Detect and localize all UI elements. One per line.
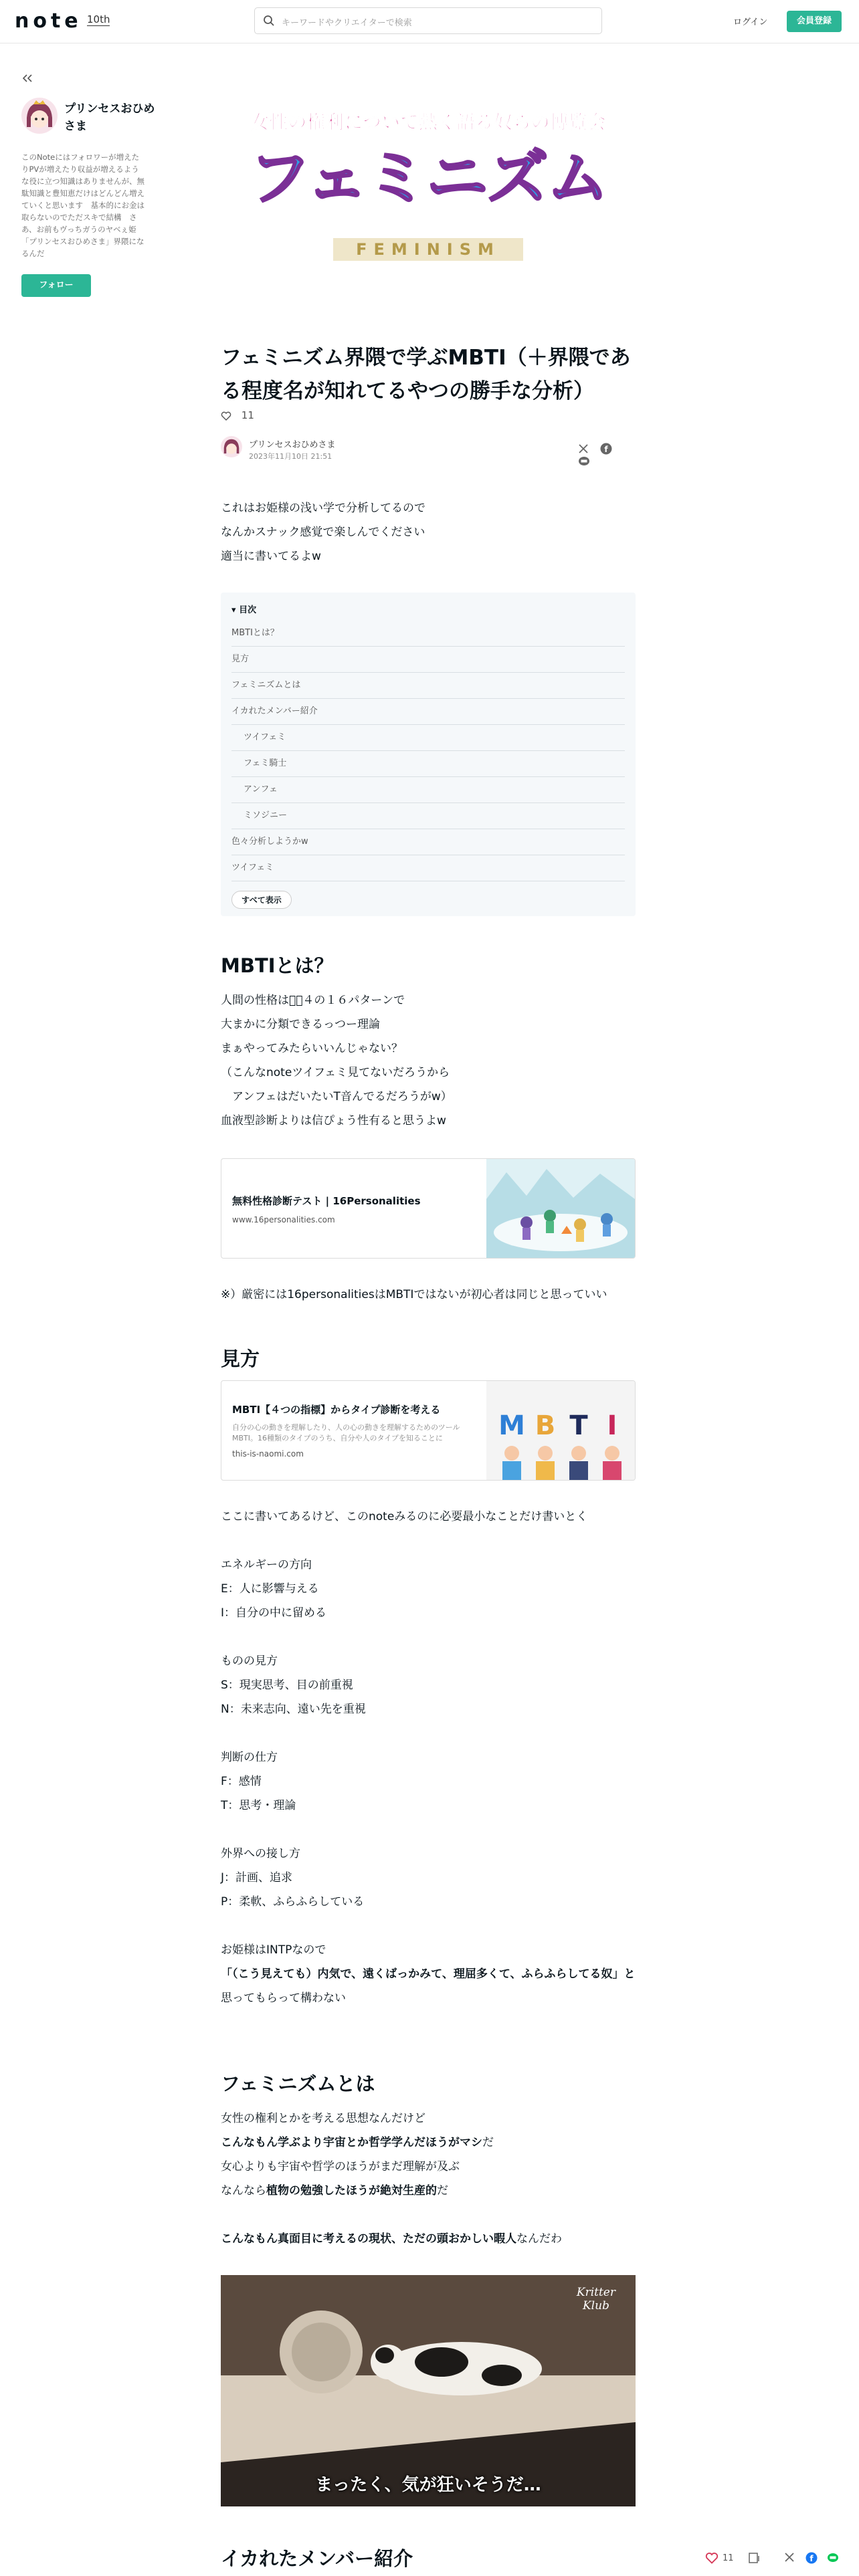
toc-heading[interactable] [231, 601, 625, 621]
text-line: 外界への接し方 [221, 1847, 300, 1860]
facebook-share-icon[interactable] [805, 2552, 818, 2564]
toc-item[interactable]: イカれたメンバー紹介 [231, 699, 625, 725]
toc-subitem[interactable]: ツイフェミ [231, 725, 625, 751]
text-line: エネルギーの方向 [221, 1558, 312, 1572]
thumb-letter-m: M [498, 1410, 525, 1441]
text-tail: だ [437, 2184, 448, 2197]
follow-label: フォロー [39, 280, 74, 290]
search-placeholder: キーワードやクリエイターで検索 [282, 18, 412, 28]
bold-text: こんなもん真面目に考えるの現状、ただの頭おかしい暇人 [221, 2232, 516, 2246]
text-line: ここに書いてあるけど、このnoteみるのに必要最小なことだけ書いとく [221, 1510, 588, 1523]
card-thumbnail [486, 1159, 635, 1258]
thumb-letter-b: B [535, 1410, 556, 1441]
anniversary-badge: 10th [87, 13, 110, 25]
facebook-share-icon[interactable] [600, 443, 612, 455]
heart-icon[interactable] [221, 411, 231, 421]
double-chevron-left-icon[interactable] [21, 74, 33, 83]
toc-subitem[interactable]: フェミ騎士 [231, 751, 625, 777]
watermark-line: Klub [582, 2299, 609, 2313]
text-line: J：計画、追求 [221, 1871, 293, 1885]
text-line: ※）厳密には16personalitiesはMBTIではないが初心者は同じと思っていい [221, 1288, 607, 1301]
thumb-letter-t: T [569, 1410, 588, 1441]
intro-line: 適当に書いてるよw [221, 550, 321, 563]
text-line: N：未来志向、遠い先を重視 [221, 1703, 366, 1716]
link-card-16personalities[interactable] [221, 1158, 636, 1259]
text-line [221, 1721, 636, 1745]
author-avatar[interactable] [221, 436, 242, 457]
text-line: お姫様はINTPなので [221, 1943, 326, 1957]
like-count: 11 [241, 409, 254, 421]
heart-icon[interactable] [705, 2552, 719, 2564]
toc-item[interactable]: ツイフェミ [231, 855, 625, 881]
floating-like-count: 11 [723, 2553, 734, 2563]
section-heading-feminism: フェミニズムとは [221, 2072, 375, 2095]
mbti-note [221, 1283, 636, 1307]
text-line: 血液型診断よりは信ぴょう性有ると思うよw [221, 1114, 446, 1128]
text-line: 女心よりも宇宙や哲学のほうがまだ理解が及ぶ [221, 2160, 460, 2173]
svg-text:f: f [604, 444, 608, 454]
toc-subitem[interactable]: アンフェ [231, 777, 625, 803]
link-card-mbti-indicators[interactable] [221, 1380, 636, 1481]
intro-line: なんかスナック感覚で楽しんでください [221, 526, 425, 539]
bold-text: こんなもん学ぶより宇宙とか哲学学んだほうがマシ [221, 2136, 482, 2149]
creator-description: このNoteにはフォロワーが増えたりPVが増えたり収益が増えるような役に立つ知識はありませんが、無駄知識と豊知恵だけはどんどん増えていくと思います 基本的にお金は取らないのでただスキで結構 さあ、お前もヴっちガうのヤベぇ姫「プリンセスおひめさま」界隈になるんだ [21, 152, 145, 258]
hero-main-text: フェミニズム [249, 142, 607, 214]
hero-image [221, 87, 636, 267]
section-heading-mbti: MBTIとは？ [221, 954, 334, 977]
article-title: フェミニズム界隈で学ぶMBTI（＋界隈である程度名が知れてるやつの勝手な分析） [221, 346, 631, 403]
card-title: MBTI【４つの指標】からタイプ診断を考える [232, 1404, 441, 1416]
author-name[interactable]: プリンセスおひめさま [249, 440, 336, 450]
cat-gif-image [221, 2275, 636, 2506]
creator-avatar[interactable] [21, 98, 58, 134]
bold-text: 植物の勉強したほうが絶対生産的 [266, 2184, 437, 2197]
x-share-icon[interactable] [784, 2552, 795, 2563]
toc-show-all-button[interactable]: すべて表示 [231, 891, 292, 909]
blank-line [221, 2203, 636, 2227]
text-line: ものの見方 [221, 1654, 278, 1668]
view-paragraph [221, 1505, 636, 2010]
note-logo[interactable]: note [15, 9, 82, 33]
text-line: P：柔軟、ふらふらしている [221, 1895, 365, 1909]
text-line [221, 2179, 636, 2203]
text-line [221, 2131, 636, 2155]
hero-top-text: 女性の権利について熱く語る奴らの博覧会 [250, 111, 606, 133]
toc-heading-label: 目次 [239, 605, 257, 615]
svg-text:f: f [809, 2554, 814, 2563]
text-line: E：人に影響与える [221, 1582, 319, 1596]
toc-item[interactable]: 見方 [231, 647, 625, 673]
text-line: 判断の仕方 [221, 1751, 278, 1764]
section-heading-view: 見方 [221, 1348, 260, 1370]
text-line: まぁやってみたらいいんじゃない？ [221, 1042, 403, 1055]
toc-subitem[interactable]: ミソジニー [231, 803, 625, 829]
text-line: アンフェはだいたいT音んでるだろうがw） [221, 1090, 452, 1103]
toc-item[interactable]: MBTIとは？ [231, 621, 625, 647]
text-line [221, 1914, 636, 1938]
hero-sub-text: FEMINISM [356, 240, 500, 259]
search-input[interactable] [254, 7, 602, 34]
text-line: 人間の性格は２⃣４の１６パターンで [221, 994, 405, 1007]
text-line: 大まかに分類できるっつー理論 [221, 1018, 380, 1031]
line-share-icon[interactable] [827, 2552, 839, 2564]
text-line [221, 1529, 636, 1553]
gif-caption: まったく、気が狂いそうだ… [315, 2475, 541, 2495]
login-button[interactable]: ログイン [733, 17, 768, 27]
text-line: S：現実思考、目の前重視 [221, 1679, 353, 1692]
like-row[interactable] [221, 409, 254, 421]
card-url: www.16personalities.com [232, 1215, 335, 1224]
card-thumbnail [486, 1381, 635, 1480]
site-header [0, 0, 859, 43]
publish-date: 2023年11月10日 21:51 [249, 452, 332, 461]
text-line [221, 1625, 636, 1649]
creator-name[interactable]: プリンセスおひめさま [64, 102, 155, 133]
search-icon [263, 15, 275, 27]
thumb-letter-i: I [607, 1410, 617, 1441]
gif-watermark [577, 2286, 615, 2313]
feminism-paragraph [221, 2107, 636, 2251]
mbti-paragraph [221, 988, 636, 1133]
text-line: （こんなnoteツイフェミ見てないだろうから [221, 1066, 450, 1079]
text-line: 思ってもらって構わない [221, 1992, 346, 2005]
intro-paragraph [221, 496, 636, 568]
text-line: 女性の権利とかを考える思想なんだけど [221, 2112, 425, 2125]
card-title: 無料性格診断テスト | 16Personalities [232, 1195, 421, 1207]
caret-down-icon: ▾ [231, 605, 236, 615]
text-line: F：感情 [221, 1775, 262, 1788]
signup-button[interactable]: 会員登録 [787, 11, 842, 32]
floating-action-bar [705, 2548, 859, 2572]
section-heading-members: イカれたメンバー紹介 [221, 2547, 413, 2570]
share-row [570, 441, 636, 467]
text-tail: だ [482, 2136, 494, 2149]
text-line [221, 1818, 636, 1842]
text-line [221, 2227, 636, 2251]
follow-button[interactable] [21, 274, 91, 297]
intro-line: これはお姫様の浅い学で分析してるので [221, 502, 425, 515]
watermark-line: Kritter [576, 2286, 615, 2299]
text-line: I：自分の中に留める [221, 1606, 327, 1620]
table-of-contents [221, 593, 636, 916]
toc-item[interactable]: 色々分析しようかw [231, 829, 625, 855]
toc-item[interactable]: フェミニズムとは [231, 673, 625, 699]
text-head: なんなら [221, 2184, 266, 2197]
line-share-icon[interactable] [578, 455, 590, 467]
bold-quote: 「（こう見えても）内気で、遠くばっかみて、理屈多くて、ふらふらしてる奴」と [221, 1967, 636, 1981]
card-url: this-is-naomi.com [232, 1449, 304, 1459]
text-tail: なんだわ [516, 2232, 562, 2246]
text-line: T：思考・理論 [221, 1799, 296, 1812]
card-description: 自分の心の動きを理解したり、人の心の動きを理解するためのツールMBTI。16種類のタイプのうち、自分や人のタイプを知ることに [232, 1423, 460, 1442]
x-share-icon[interactable] [578, 443, 589, 454]
magazine-add-icon[interactable] [748, 2552, 761, 2564]
